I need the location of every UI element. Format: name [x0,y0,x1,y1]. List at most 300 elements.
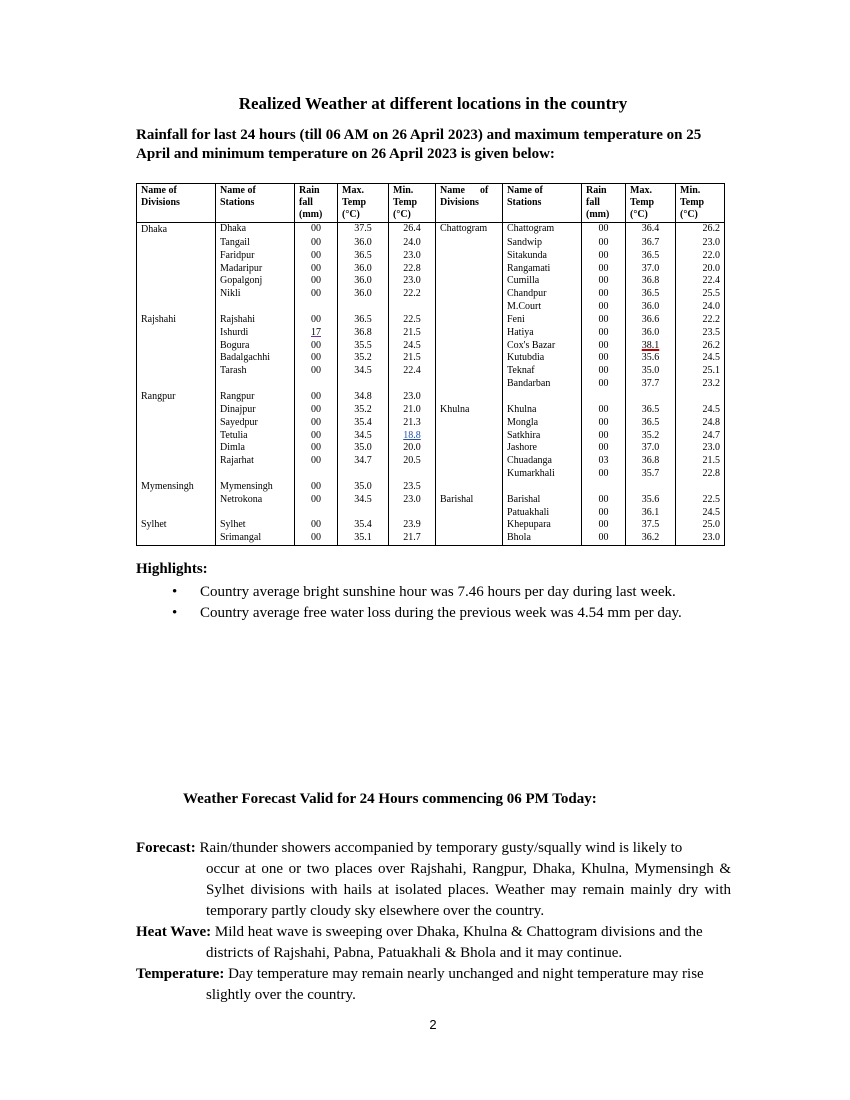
highlights-title: Highlights: [136,561,208,577]
page-title: Realized Weather at different locations in the country [238,94,628,113]
cell-rainfall [295,263,338,276]
header-division [436,184,503,223]
cell-station [216,494,295,507]
cell-value: Barishal [507,493,541,505]
cell-rainfall [295,250,338,263]
cell-min-temp [389,442,436,455]
cell-min-temp [676,519,725,532]
cell-max-temp [626,352,676,365]
cell-value: 00 [598,403,609,415]
cell-station [216,378,295,391]
cell-value: 00 [598,506,609,518]
cell-value: 23.0 [403,275,421,287]
cell-value: 26.2 [702,223,720,234]
table-row [137,288,725,301]
cell-rainfall [582,481,626,494]
table-row [137,275,725,288]
cell-min-temp [389,481,436,494]
header-rainfall [582,184,626,223]
cell-value: 21.7 [403,532,421,544]
cell-rainfall [582,404,626,417]
header-line: Temp [342,197,367,208]
cell-rainfall [582,237,626,250]
cell-value: 00 [311,275,321,287]
cell-value: 00 [311,313,321,325]
cell-rainfall [582,378,626,391]
table-row [137,263,725,276]
cell-value: 37.0 [641,262,660,274]
cell-max-temp [626,481,676,494]
cell-value: Rajarhat [220,455,254,467]
cell-value: 35.6 [641,493,660,505]
cell-value: 21.0 [403,403,421,415]
header-line: Temp [680,197,705,208]
cell-min-temp [389,532,436,545]
table-row [137,352,725,365]
cell-value: 00 [598,275,609,287]
cell-rainfall [295,430,338,443]
cell-division [436,327,503,340]
cell-value: 20.0 [702,262,720,274]
cell-max-temp [338,378,389,391]
header-max-temp [626,184,676,223]
cell-value: 22.8 [403,262,421,274]
cell-min-temp [389,301,436,314]
cell-division [137,301,216,314]
table-row [137,314,725,327]
header-line: (mm) [586,209,610,220]
heatwave-text-continued: districts of Rajshahi, Pabna, Patuakhali & Bhola and it may continue. [206,945,623,961]
cell-rainfall [295,468,338,481]
cell-min-temp [389,391,436,404]
cell-rainfall [582,494,626,507]
cell-rainfall [582,301,626,314]
cell-value: Patuakhali [507,506,550,518]
cell-rainfall [295,352,338,365]
cell-value: 23.0 [403,249,421,261]
cell-station [216,263,295,276]
cell-value: 00 [311,493,321,505]
header-division [137,184,216,223]
cell-station [503,378,582,391]
table-row [137,391,725,404]
cell-value: 22.0 [702,249,720,261]
cell-division [137,481,216,494]
cell-value: 00 [598,442,609,454]
cell-min-temp [676,237,725,250]
cell-rainfall [295,391,338,404]
cell-min-temp [676,223,725,237]
cell-value: 00 [311,532,321,544]
cell-min-temp [389,288,436,301]
cell-min-temp [676,455,725,468]
cell-rainfall [582,327,626,340]
cell-max-temp [626,455,676,468]
forecast-title: Weather Forecast Valid for 24 Hours commencing 06 PM Today: [183,791,597,807]
cell-division [137,365,216,378]
cell-max-temp [338,481,389,494]
cell-value: 00 [598,378,609,390]
cell-station [503,532,582,545]
page-number: 2 [429,1017,437,1032]
cell-value: 00 [311,390,321,402]
heatwave-first-line [136,922,731,943]
cell-station [216,519,295,532]
cell-value: 36.4 [641,223,660,234]
table-row [137,519,725,532]
cell-station [503,519,582,532]
cell-division [137,223,216,237]
cell-station [503,275,582,288]
cell-division [137,430,216,443]
cell-rainfall [582,275,626,288]
cell-division [137,288,216,301]
cell-value: Rangamati [507,262,551,274]
cell-division [137,532,216,545]
cell-value: 22.8 [702,468,720,480]
cell-value: 24.0 [702,301,720,313]
cell-value: Cumilla [507,275,540,287]
cell-value: 35.0 [354,442,372,454]
cell-value: 00 [311,519,321,531]
cell-max-temp [626,223,676,237]
cell-min-temp [389,314,436,327]
cell-value: M.Court [507,301,542,313]
cell-rainfall [582,507,626,520]
cell-rainfall [582,340,626,353]
cell-division [436,519,503,532]
cell-min-temp [676,250,725,263]
cell-station [216,468,295,481]
header-station [216,184,295,223]
cell-value: 00 [311,480,321,492]
cell-value: 25.5 [702,288,720,300]
cell-value: 17 [311,326,321,338]
cell-value: 34.5 [354,429,372,441]
cell-station [216,365,295,378]
table-row [137,327,725,340]
cell-max-temp [626,263,676,276]
cell-max-temp [338,250,389,263]
cell-value: Bandarban [507,378,551,390]
cell-station [503,468,582,481]
cell-rainfall [295,288,338,301]
cell-division [137,263,216,276]
cell-rainfall [295,237,338,250]
cell-max-temp [338,532,389,545]
header-line: Max. [342,185,364,196]
cell-min-temp [389,519,436,532]
cell-value: 18.8 [403,429,421,441]
cell-rainfall [582,223,626,237]
cell-division [137,455,216,468]
cell-division [436,301,503,314]
cell-min-temp [389,417,436,430]
cell-value: 00 [311,365,321,377]
cell-value: 36.8 [641,455,660,467]
cell-division [436,223,503,237]
cell-station [503,455,582,468]
cell-value: Sayedpur [220,416,258,428]
header-line: Min. [680,185,701,196]
cell-value: Ishurdi [220,326,249,338]
cell-min-temp [389,223,436,237]
cell-division [137,404,216,417]
cell-value: 00 [311,352,321,364]
cell-value: 24.7 [702,429,720,441]
table-caption: Rainfall for last 24 hours (till 06 AM on 26 April 2023) and maximum temperature on 25 April and minimum temperature on 26 April 2023 is given below: [136,127,702,162]
cell-value: Chandpur [507,288,547,300]
table-row [137,365,725,378]
cell-station [503,327,582,340]
cell-rainfall [295,340,338,353]
cell-value: 20.5 [403,455,421,467]
cell-rainfall [582,468,626,481]
cell-division [137,314,216,327]
cell-division [436,275,503,288]
cell-division [436,340,503,353]
cell-station [216,404,295,417]
cell-station [503,237,582,250]
table-row [137,468,725,481]
cell-division [436,250,503,263]
forecast-text: Rain/thunder showers accompanied by temporary gusty/squally wind is likely to [199,840,683,856]
temperature-text-continued: slightly over the country. [206,987,356,1003]
cell-division [436,430,503,443]
cell-value: 25.0 [702,519,720,531]
cell-min-temp [389,263,436,276]
cell-value: 36.0 [641,301,660,313]
cell-value: 37.5 [641,519,660,531]
cell-division [436,391,503,404]
cell-value: 00 [598,339,609,351]
cell-value: 22.4 [702,275,720,287]
cell-value: 00 [598,352,609,364]
cell-rainfall [582,417,626,430]
cell-division [436,237,503,250]
cell-rainfall [582,391,626,404]
cell-max-temp [626,314,676,327]
cell-value: 00 [598,416,609,428]
cell-value: 00 [311,236,321,248]
cell-value: 00 [311,455,321,467]
cell-value: Madaripur [220,262,263,274]
cell-value: 36.5 [641,288,660,300]
cell-value: 00 [598,468,609,480]
forecast-paragraph [136,838,731,922]
cell-station [503,288,582,301]
cell-rainfall [582,314,626,327]
cell-division [137,507,216,520]
cell-min-temp [676,288,725,301]
cell-value: Faridpur [220,249,255,261]
cell-value: 36.0 [354,275,372,287]
cell-max-temp [626,250,676,263]
header-min-temp [389,184,436,223]
cell-min-temp [676,314,725,327]
cell-station [216,223,295,237]
cell-division [436,417,503,430]
cell-rainfall [582,455,626,468]
header-line: Min. [393,185,414,196]
cell-station [216,352,295,365]
cell-value: Bhola [507,532,531,544]
cell-max-temp [626,327,676,340]
cell-value: Netrokona [220,493,263,505]
cell-rainfall [295,532,338,545]
cell-value: 24.8 [702,416,720,428]
cell-value: 23.0 [702,236,720,248]
cell-value: 35.2 [354,403,372,415]
cell-max-temp [626,404,676,417]
cell-value: 24.5 [702,506,720,518]
cell-max-temp [338,365,389,378]
cell-max-temp [626,288,676,301]
cell-value: 00 [311,339,321,351]
cell-rainfall [582,288,626,301]
cell-min-temp [389,507,436,520]
header-line: Divisions [141,197,180,208]
cell-station [216,417,295,430]
cell-value: Rajshahi [220,313,255,325]
cell-value: Kutubdia [507,352,545,364]
cell-max-temp [338,417,389,430]
cell-station [216,532,295,545]
cell-value: 24.0 [403,236,421,248]
cell-value: 23.5 [403,480,421,492]
cell-max-temp [626,532,676,545]
cell-station [503,417,582,430]
cell-station [216,327,295,340]
cell-station [503,442,582,455]
cell-rainfall [295,494,338,507]
cell-value: Barishal [440,493,474,505]
cell-max-temp [626,378,676,391]
cell-value: 36.5 [641,416,660,428]
cell-division [137,391,216,404]
weather-table [136,183,725,546]
cell-value: Kumarkhali [507,468,555,480]
cell-value: 36.8 [354,326,372,338]
temperature-text: Day temperature may remain nearly unchanged and night temperature may rise [228,966,704,982]
cell-value: 00 [311,223,321,234]
cell-value: 36.0 [354,262,372,274]
cell-rainfall [582,532,626,545]
cell-rainfall [582,263,626,276]
cell-value: Chattogram [440,223,488,234]
cell-max-temp [626,430,676,443]
cell-min-temp [676,391,725,404]
cell-value: 37.0 [641,442,660,454]
cell-max-temp [626,417,676,430]
header-line: Temp [630,197,655,208]
cell-division [436,314,503,327]
cell-value: Tangail [220,236,250,248]
cell-value: 23.0 [403,390,421,402]
highlight-item: • Country average free water loss during the previous week was 4.54 mm per day. [136,603,682,624]
cell-value: Sylhet [220,519,246,531]
header-line: (°C) [393,209,411,220]
header-line: (°C) [342,209,360,220]
cell-max-temp [338,327,389,340]
cell-value: 24.5 [702,352,720,364]
header-min-temp [676,184,725,223]
cell-value: 23.0 [403,493,421,505]
cell-rainfall [295,442,338,455]
cell-value: Dhaka [141,224,168,235]
cell-value: 22.5 [403,313,421,325]
cell-min-temp [389,237,436,250]
cell-min-temp [676,365,725,378]
cell-rainfall [295,417,338,430]
header-line: Divisions [440,197,479,208]
cell-value: Feni [507,313,525,325]
cell-station [216,442,295,455]
cell-value: 22.5 [702,493,720,505]
cell-value: 21.5 [702,455,720,467]
temperature-label: Temperature: [136,966,225,982]
cell-min-temp [676,468,725,481]
cell-value: 34.7 [354,455,372,467]
cell-min-temp [676,352,725,365]
cell-value: Sitakunda [507,249,547,261]
cell-station [216,250,295,263]
cell-value: 25.1 [702,365,720,377]
table-row [137,237,725,250]
cell-value: 21.5 [403,326,421,338]
cell-division [137,250,216,263]
cell-value: Chattogram [507,223,555,234]
cell-value: 34.5 [354,493,372,505]
cell-division [137,237,216,250]
cell-value: Dinajpur [220,403,256,415]
cell-max-temp [338,288,389,301]
cell-value: Rangpur [141,390,176,402]
cell-min-temp [676,301,725,314]
cell-division [137,442,216,455]
cell-value: 00 [598,249,609,261]
cell-value: 03 [598,455,609,467]
cell-station [216,340,295,353]
header-line: Name of [507,185,543,196]
cell-station [216,391,295,404]
cell-value: 35.0 [354,480,372,492]
cell-value: 00 [598,262,609,274]
temperature-paragraph [136,964,731,1006]
header-line: Temp [393,197,418,208]
cell-value: 35.2 [354,352,372,364]
cell-value: 36.5 [354,249,372,261]
cell-value: 26.2 [702,339,720,351]
cell-station [503,507,582,520]
cell-value: 24.5 [702,403,720,415]
forecast-first-line [136,838,731,859]
cell-value: Dhaka [220,223,247,234]
cell-division [436,507,503,520]
cell-min-temp [676,417,725,430]
cell-value: 23.9 [403,519,421,531]
table-row [137,507,725,520]
cell-station [216,314,295,327]
cell-station [216,455,295,468]
cell-value: 00 [311,429,321,441]
cell-station [503,263,582,276]
cell-rainfall [295,378,338,391]
header-max-temp [338,184,389,223]
cell-max-temp [626,340,676,353]
highlight-item: • Country average bright sunshine hour was 7.46 hours per day during last week. [136,582,682,603]
cell-max-temp [338,263,389,276]
